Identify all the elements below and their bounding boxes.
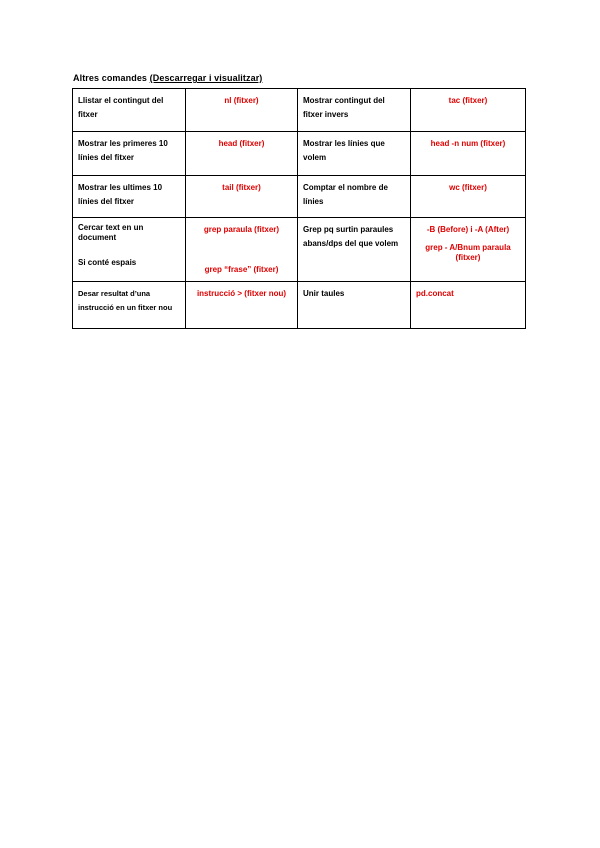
task-label: Si conté espais bbox=[78, 258, 137, 267]
commands-table bbox=[72, 88, 526, 329]
command-text: grep paraula (fitxer) bbox=[203, 225, 280, 234]
task-label-cell bbox=[73, 218, 186, 282]
command-text: nl (fitxer) bbox=[186, 89, 298, 132]
task-label: Cercar text en un document bbox=[78, 223, 144, 242]
task-label: Comptar el nombre de línies bbox=[298, 176, 411, 218]
table-row bbox=[73, 176, 526, 218]
task-label: Llistar el contingut del fitxer bbox=[73, 89, 186, 132]
section-title bbox=[73, 73, 262, 83]
command-text: grep - A/Bnum paraula (fitxer) bbox=[425, 243, 511, 262]
command-text: tac (fitxer) bbox=[411, 89, 526, 132]
task-label: Mostrar les ultimes 10 línies del fitxer bbox=[73, 176, 186, 218]
command-cell bbox=[411, 218, 526, 282]
task-label: Desar resultat d’una instrucció en un fitxer nou bbox=[73, 282, 186, 329]
command-text: grep “frase” (fitxer) bbox=[204, 265, 279, 274]
section-title-subtitle: (Descarregar i visualitzar) bbox=[149, 73, 263, 83]
task-label: Mostrar les línies que volem bbox=[298, 132, 411, 176]
command-text: head (fitxer) bbox=[186, 132, 298, 176]
command-text: instrucció > (fitxer nou) bbox=[186, 282, 298, 329]
table-row bbox=[73, 132, 526, 176]
command-text: head -n num (fitxer) bbox=[411, 132, 526, 176]
task-label: Mostrar contingut del fitxer invers bbox=[298, 89, 411, 132]
task-label: Grep pq surtin paraules abans/dps del que volem bbox=[298, 218, 411, 282]
command-text: pd.concat bbox=[411, 282, 526, 329]
command-text: -B (Before) i -A (After) bbox=[426, 225, 510, 234]
table-row bbox=[73, 218, 526, 282]
task-label: Mostrar les primeres 10 línies del fitxer bbox=[73, 132, 186, 176]
command-text: wc (fitxer) bbox=[411, 176, 526, 218]
command-cell bbox=[186, 218, 298, 282]
task-label: Unir taules bbox=[298, 282, 411, 329]
section-title-text: Altres comandes bbox=[73, 73, 150, 83]
table-row bbox=[73, 89, 526, 132]
table-row bbox=[73, 282, 526, 329]
command-text: tail (fitxer) bbox=[186, 176, 298, 218]
